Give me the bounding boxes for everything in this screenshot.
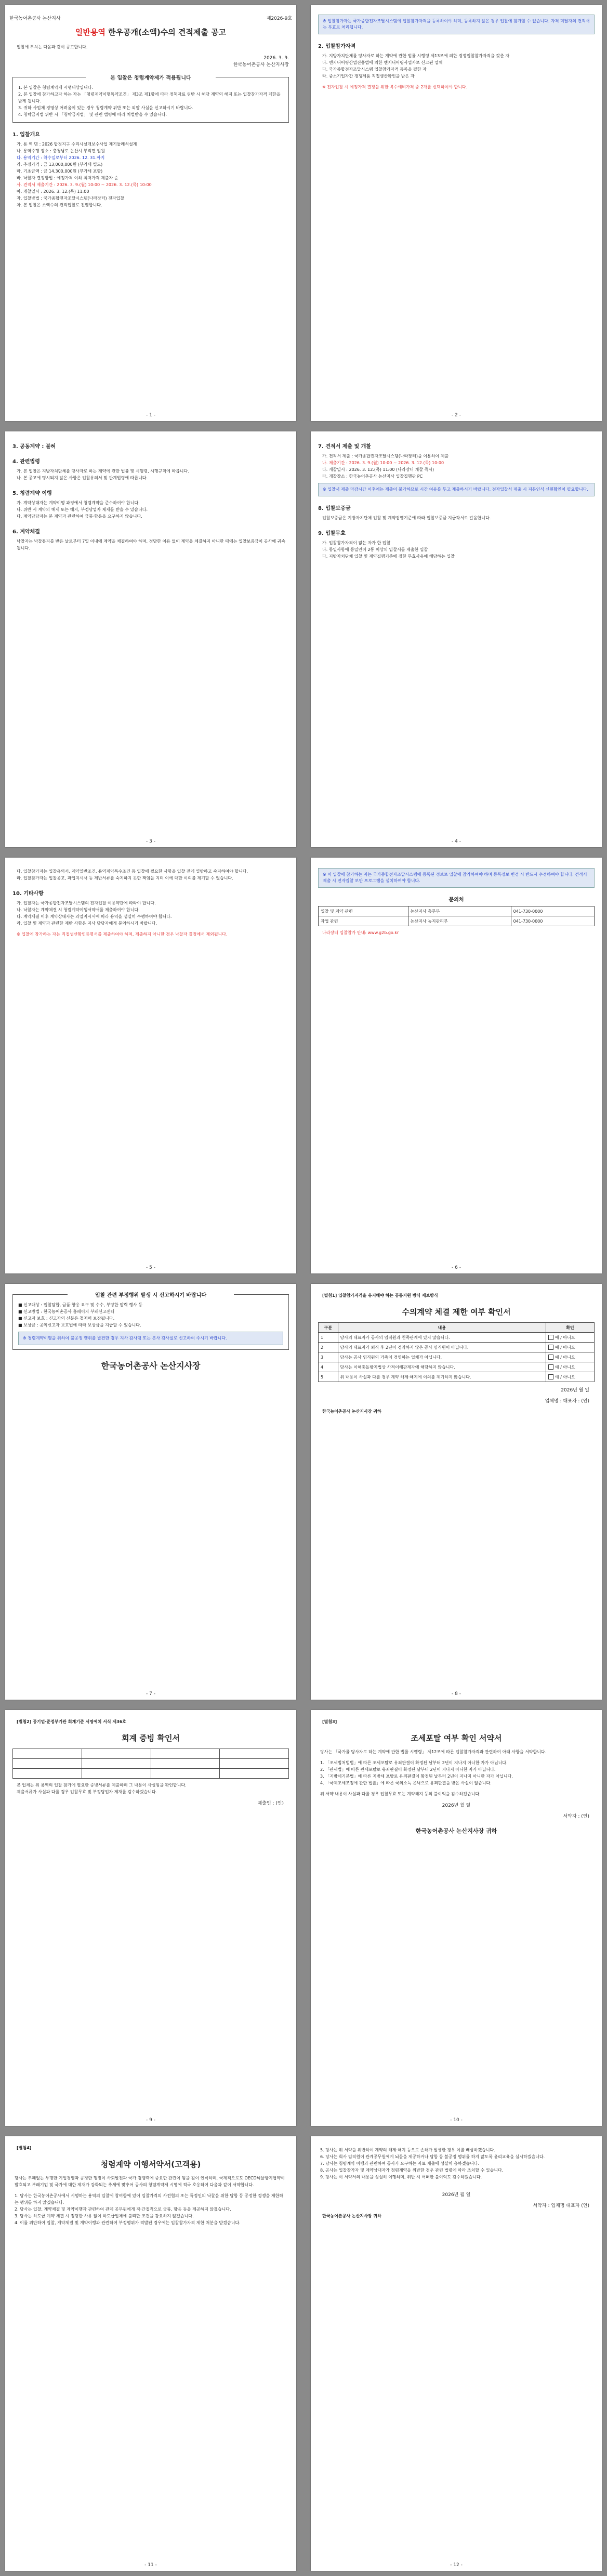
table-header-row bbox=[319, 1323, 595, 1333]
p10-line: 3. 「지방세기본법」에 따른 지방세 포탈로 유죄판결이 확정된 날부터 2년이 지나지 아니한 자가 아닙니다. bbox=[320, 1774, 513, 1779]
doc-date: 2026. 3. 9. bbox=[263, 56, 289, 61]
table-cell: 당사의 대표자가 공사의 임직원과 친족관계에 있지 않습니다. bbox=[338, 1333, 546, 1343]
table-cell: 논산지사 농지관리부 bbox=[408, 916, 511, 926]
checkbox-cell[interactable] bbox=[546, 1352, 594, 1362]
checkbox-cell[interactable] bbox=[546, 1343, 594, 1352]
page-4 bbox=[311, 431, 602, 847]
p5-line: 다. 입찰참가자는 입찰유의서, 계약일반조건, 용역계약특수조건 등 입찰에 필요한 사항을 입찰 전에 열람하고 숙지하여야 합니다. bbox=[17, 869, 248, 874]
form-title: 청렴계약 이행서약서(고객용) bbox=[100, 2160, 201, 2169]
section-9-title: 9. 입찰무효 bbox=[318, 531, 346, 536]
p9-line: 제출서류가 사실과 다를 경우 입찰무효 및 부정당업자 제재를 감수하겠습니다. bbox=[17, 1790, 157, 1794]
table-header: 확인 bbox=[546, 1323, 594, 1333]
page-number: - 6 - bbox=[452, 1265, 461, 1270]
page-number: - 8 - bbox=[452, 1691, 461, 1697]
checkbox-label: 예 / 아니오 bbox=[555, 1355, 575, 1360]
sign-name: 서약자 : 업체명 대표자 (인) bbox=[533, 2203, 589, 2209]
table-row bbox=[319, 1372, 595, 1382]
p12-line: 6. 당사는 회사 임직원이 관계공무원에게 뇌물을 제공하거나 담합 등 불공정 행위를 하지 않도록 윤리교육을 실시하겠습니다. bbox=[320, 2154, 545, 2159]
g2b-link[interactable]: 나라장터 입찰참가 안내: www.g2b.go.kr bbox=[322, 930, 399, 935]
s9-line: 다. 지방자치단체 입찰 및 계약집행기준에 정한 무효사유에 해당하는 입찰 bbox=[322, 554, 455, 559]
checkbox[interactable] bbox=[548, 1335, 553, 1340]
table-row bbox=[13, 1769, 289, 1779]
page-9 bbox=[5, 1710, 296, 2126]
p11-line: 당사는 부패없는 투명한 기업경영과 공정한 행정이 사회발전과 국가 경쟁력에 중요한 관건이 됨을 깊이 인식하며, 국제적으로도 OECD뇌물방지협약이 발효되고 부패기업 및 국가에 대한 제재가 강화되는 추세에 맞추어 공사의 청렴계약제 시행에 적극 호응하여 다음과 같이 서약합니다. bbox=[15, 2176, 285, 2187]
table-cell: 5 bbox=[319, 1372, 338, 1382]
page-5 bbox=[5, 858, 296, 1273]
section-5-title: 5. 청렴계약 이행 bbox=[12, 491, 52, 496]
p10-line: 4. 「국제조세조정에 관한 법률」에 따른 국외소득 은닉으로 유죄판결을 받은 사실이 없습니다. bbox=[320, 1781, 492, 1785]
table-header: 구분 bbox=[319, 1323, 338, 1333]
p10-line: 2. 「관세법」에 따른 관세포탈로 유죄판결이 확정된 날부터 2년이 지나지 아니한 자가 아닙니다. bbox=[320, 1767, 496, 1772]
page-number: - 1 - bbox=[146, 413, 155, 418]
page-number: - 10 - bbox=[450, 2118, 463, 2123]
page-10 bbox=[311, 1710, 602, 2126]
table-cell: 위 내용이 사실과 다를 경우 계약 해제·해지에 이의를 제기하지 않습니다. bbox=[338, 1372, 546, 1382]
table-header: 내용 bbox=[338, 1323, 546, 1333]
notice-line: 4. 청탁금지법 위반 시 「청탁금지법」 및 관련 법령에 따라 처벌받을 수 있습니다. bbox=[18, 112, 167, 117]
s5-line: 나. 위반 시 계약의 해제 또는 해지, 부정당업자 제재를 받을 수 있습니다. bbox=[17, 507, 148, 512]
notice-line: 3. 귀하 사업체 경영상 어려움이 있는 경우 청렴계약 위반 또는 외압 사실을 신고하시기 바랍니다. bbox=[18, 106, 193, 110]
report-box-title: 입찰 관련 부정행위 발생 시 신고하시기 바랍니다 bbox=[68, 1291, 234, 1298]
title-prefix: 일반용역 bbox=[75, 28, 105, 37]
s1-line: 다. 용역기간 : 착수일로부터 2026. 12. 31.까지 bbox=[17, 155, 105, 160]
addressee: 한국농어촌공사 논산지사장 귀하 bbox=[322, 2214, 381, 2218]
p5-warning: ※ 입찰에 참가하는 자는 직접생산확인증명서를 제출하여야 하며, 제출하지 아니한 경우 낙찰자 결정에서 제외됩니다. bbox=[17, 932, 228, 937]
table-cell: 입찰 및 계약 관련 bbox=[319, 906, 408, 916]
attachment-2-label: [별첨2] 공기업·준정부기관 회계기준 서명예치 서식 제36호 bbox=[17, 1719, 126, 1724]
table-row bbox=[13, 1759, 289, 1769]
s4-line: 가. 본 입찰은 지방자치단체를 당사자로 하는 계약에 관한 법률 및 시행령, 시행규칙에 따릅니다. bbox=[17, 469, 189, 474]
p10-line: 위 서약 내용이 사실과 다를 경우 입찰무효 또는 계약해지 등의 불이익을 감수하겠습니다. bbox=[320, 1792, 481, 1796]
page-12 bbox=[311, 2136, 602, 2571]
s2-line: 라. 중소기업자간 경쟁제품 직접생산확인을 받은 자 bbox=[322, 74, 415, 78]
p11-line: 3. 당사는 하도급 계약 체결 시 정당한 사유 없이 하도급업체에 불리한 조건을 강요하지 않겠습니다. bbox=[15, 2214, 194, 2218]
header-right: 제2026-9호 bbox=[266, 16, 292, 21]
checkbox-cell[interactable] bbox=[546, 1362, 594, 1372]
page-number: - 12 - bbox=[450, 2562, 463, 2568]
sign-date: 2026년 월 일 bbox=[442, 2192, 471, 2198]
page-number: - 5 - bbox=[146, 1265, 155, 1270]
section-7-title: 7. 견적서 제출 및 개찰 bbox=[318, 444, 371, 450]
p4-info-box: ※ 입찰서 제출 마감시간 이후에는 제출이 불가하므로 시간 여유를 두고 제출하시기 바랍니다. 전자입찰서 제출 시 지문인식 신원확인이 필요합니다. bbox=[318, 483, 595, 496]
page-number: - 4 - bbox=[452, 839, 461, 844]
sign-date: 2026년 월 일 bbox=[442, 1803, 471, 1808]
checkbox-cell[interactable] bbox=[546, 1333, 594, 1343]
table-cell: 041-730-0000 bbox=[511, 916, 594, 926]
table-cell: 041-730-0000 bbox=[511, 906, 594, 916]
s10-line: 라. 입찰 및 계약과 관련한 제반 사항은 지사 담당자에게 문의하시기 바랍니다. bbox=[17, 921, 157, 926]
form-title: 조세포탈 여부 확인 서약서 bbox=[411, 1733, 502, 1743]
table-cell: 1 bbox=[319, 1333, 338, 1343]
checkbox-cell[interactable] bbox=[546, 1372, 594, 1382]
s2-line: 다. 국가종합전자조달시스템 입찰참가자격 등록을 필한 자 bbox=[322, 67, 427, 72]
evidence-table bbox=[12, 1749, 289, 1779]
p10-line: 당사는 「국가를 당사자로 하는 계약에 관한 법률 시행령」 제12조에 따른 입찰참가자격과 관련하여 아래 사항을 서약합니다. bbox=[320, 1750, 547, 1754]
s8-line: 입찰보증금은 지방자치단체 입찰 및 계약집행기준에 따라 입찰보증금 지급각서로 갈음합니다. bbox=[322, 516, 491, 520]
page-number: - 7 - bbox=[146, 1691, 155, 1697]
checkbox-label: 예 / 아니오 bbox=[555, 1374, 575, 1379]
section-6-title: 6. 계약체결 bbox=[12, 529, 40, 535]
s5-line: 다. 계약담당자는 본 계약과 관련하여 금품·향응을 요구하지 않습니다. bbox=[17, 514, 142, 519]
page-1 bbox=[5, 5, 296, 421]
s1-line: 사. 견적서 제출기간 : 2026. 3. 9.(월) 10:00 ~ 2026. 3. 12.(목) 10:00 bbox=[17, 182, 152, 187]
p9-line: 본 업체는 위 용역의 입찰 참가에 필요한 증빙서류를 제출하며 그 내용이 사실임을 확인합니다. bbox=[17, 1783, 187, 1788]
p12-line: 7. 당사는 청렴계약 이행과 관련하여 공사가 요구하는 자료 제출에 성실히 응하겠습니다. bbox=[320, 2161, 480, 2166]
page-2 bbox=[311, 5, 602, 421]
sign-date: 2026년 월 일 bbox=[561, 1388, 589, 1393]
p11-line: 1. 당사는 한국농어촌공사에서 시행하는 용역의 입찰에 참여함에 있어 입찰가격의 사전협의 또는 특정인의 낙찰을 위한 담합 등 공정한 경쟁을 제한하는 행위를 하지 않겠습니다. bbox=[15, 2193, 284, 2205]
integrity-notice-box bbox=[12, 77, 289, 123]
s9-line: 가. 입찰참가자격이 없는 자가 한 입찰 bbox=[322, 541, 391, 545]
attachment-4-label: [별첨4] bbox=[17, 2146, 32, 2150]
table-row bbox=[319, 906, 595, 916]
doc-issuer: 한국농어촌공사 논산지사장 bbox=[233, 62, 289, 68]
report-line: ■ 신고방법 : 한국농어촌공사 홈페이지 부패신고센터 bbox=[18, 1309, 115, 1314]
s5-line: 가. 계약상대자는 계약이행 과정에서 청렴계약을 준수하여야 합니다. bbox=[17, 501, 140, 505]
table-row bbox=[319, 1352, 595, 1362]
page-3 bbox=[5, 431, 296, 847]
s1-line: 아. 개찰일시 : 2026. 3. 12.(목) 11:00 bbox=[17, 189, 89, 194]
s6-line: 낙찰자는 낙찰통지를 받은 날로부터 7일 이내에 계약을 체결하여야 하며, 정당한 이유 없이 계약을 체결하지 아니한 때에는 입찰보증금이 공사에 귀속됩니다. bbox=[17, 539, 286, 550]
contact-table bbox=[318, 906, 595, 926]
table-row bbox=[319, 1362, 595, 1372]
sign-name: 서약자 : (인) bbox=[563, 1814, 589, 1819]
p11-line: 2. 당사는 입찰, 계약체결 및 계약이행과 관련하여 관계 공무원에게 직·간접적으로 금품, 향응 등을 제공하지 않겠습니다. bbox=[15, 2207, 231, 2212]
report-line: ■ 보상금 : 공익신고자 보호법에 따라 보상금을 지급할 수 있습니다. bbox=[18, 1323, 141, 1328]
p12-line: 5. 당사는 위 서약을 위반하여 계약의 해제·해지 등으로 손해가 발생한 경우 이를 배상하겠습니다. bbox=[320, 2148, 495, 2152]
checkbox[interactable] bbox=[548, 1364, 553, 1370]
page-8 bbox=[311, 1284, 602, 1700]
checkbox[interactable] bbox=[548, 1355, 553, 1360]
p12-line: 8. 공사는 입찰참가자 및 계약상대자가 청렴계약을 위반한 경우 관련 법령에 따라 조치할 수 있습니다. bbox=[320, 2168, 504, 2173]
contact-table-title: 문의처 bbox=[448, 897, 464, 903]
s4-line: 나. 본 공고에 명시되지 않은 사항은 입찰유의서 및 관계법령에 따릅니다. bbox=[17, 476, 148, 480]
table-cell: 당사는 공사 임직원의 가족이 경영하는 업체가 아닙니다. bbox=[338, 1352, 546, 1362]
table-cell: 논산지사 총무부 bbox=[408, 906, 511, 916]
section-8-title: 8. 입찰보증금 bbox=[318, 506, 351, 511]
page-11 bbox=[5, 2136, 296, 2571]
section-3-title: 3. 공동계약 : 불허 bbox=[12, 444, 56, 450]
section-2-title: 2. 입찰참가자격 bbox=[318, 44, 356, 49]
report-line: ■ 신고대상 : 입찰담합, 금품·향응 요구 및 수수, 부당한 압력 행사 등 bbox=[18, 1303, 143, 1307]
s1-line: 차. 본 입찰은 소액수의 견적입찰로 진행합니다. bbox=[17, 203, 102, 207]
s1-line: 바. 낙찰자 결정방법 : 예정가격 이하 최저가격 제출자 순 bbox=[17, 176, 118, 180]
table-row bbox=[319, 1343, 595, 1352]
p10-line: 1. 「조세범처벌법」에 따른 조세포탈로 유죄판결이 확정된 날부터 2년이 지나지 아니한 자가 아닙니다. bbox=[320, 1760, 508, 1765]
p7-info-box: ※ 청렴계약이행을 위하여 불공정 행위를 발견한 경우 지사 감사팀 또는 본사 감사실로 신고하여 주시기 바랍니다. bbox=[18, 1332, 283, 1345]
confirmation-table bbox=[318, 1322, 595, 1382]
sign-name: 업체명 : 대표자 : (인) bbox=[545, 1399, 589, 1404]
section-4-title: 4. 관련법령 bbox=[12, 459, 40, 465]
s7-line: 가. 견적서 제출 : 국가종합전자조달시스템(나라장터)을 이용하여 제출 bbox=[322, 454, 449, 458]
s7-line: 다. 개찰일시 : 2026. 3. 12.(목) 11:00 (나라장터 개찰 즉시) bbox=[322, 467, 434, 472]
page-number: - 9 - bbox=[146, 2118, 155, 2123]
addressee: 한국농어촌공사 논산지사장 귀하 bbox=[415, 1828, 497, 1834]
page-number: - 3 - bbox=[146, 839, 155, 844]
p2-info-box: ※ 입찰참가자는 국가종합전자조달시스템에 입찰참가자격을 등록하여야 하며, 등록하지 않은 경우 입찰에 참가할 수 없습니다. 자격 미달자의 견적서는 무효로 처리됩니다. bbox=[318, 15, 595, 34]
checkbox-label: 예 / 아니오 bbox=[555, 1364, 575, 1370]
s2-line: 나. 엔지니어링산업진흥법에 의한 엔지니어링사업자로 신고된 업체 bbox=[322, 60, 443, 65]
form-title: 회계 증빙 확인서 bbox=[122, 1733, 180, 1743]
report-line: ■ 신고자 보호 : 신고자의 신분은 철저히 보장됩니다. bbox=[18, 1316, 115, 1321]
checkbox-label: 예 / 아니오 bbox=[555, 1335, 575, 1340]
addressee: 한국농어촌공사 논산지사장 귀하 bbox=[322, 1409, 381, 1414]
form-title: 수의계약 체결 제한 여부 확인서 bbox=[402, 1307, 511, 1317]
header-left: 한국농어촌공사 논산지사 bbox=[9, 16, 61, 21]
intro-text: 입찰에 부치는 다음과 같이 공고합니다. bbox=[17, 45, 88, 49]
table-cell: 3 bbox=[319, 1352, 338, 1362]
table-cell: 4 bbox=[319, 1362, 338, 1372]
checkbox[interactable] bbox=[548, 1374, 553, 1379]
s1-line: 나. 용역수행 장소 : 충청남도 논산시 부적면 일원 bbox=[17, 149, 105, 153]
page-7 bbox=[5, 1284, 296, 1700]
s1-line: 자. 입찰방법 : 국가종합전자조달시스템(나라장터) 전자입찰 bbox=[17, 196, 125, 201]
s2-line: 가. 지방자치단체를 당사자로 하는 계약에 관한 법률 시행령 제13조에 의한 경쟁입찰참가자격을 갖춘 자 bbox=[322, 54, 510, 58]
section-1-title: 1. 입찰개요 bbox=[12, 132, 40, 138]
page-7-footer: 한국농어촌공사 논산지사장 bbox=[101, 1361, 201, 1371]
checkbox-label: 예 / 아니오 bbox=[555, 1345, 575, 1350]
p5-line: 라. 입찰참가자는 입찰공고, 과업지시서 등 제반서류를 숙지하지 못한 책임을 지며 이에 대한 이의를 제기할 수 없습니다. bbox=[17, 876, 233, 880]
notice-line: 1. 본 입찰은 청렴계약제 시행대상입니다. bbox=[18, 85, 93, 90]
s9-line: 나. 동일사항에 동일인이 2통 이상의 입찰서를 제출한 입찰 bbox=[322, 547, 428, 552]
table-row bbox=[319, 1333, 595, 1343]
s1-line: 라. 추정가격 : 금 13,000,000원 (부가세 별도) bbox=[17, 162, 103, 167]
s7-line: 라. 개찰장소 : 한국농어촌공사 논산지사 입찰집행관 PC bbox=[322, 474, 423, 479]
table-row bbox=[319, 916, 595, 926]
page-6 bbox=[311, 858, 602, 1273]
page-number: - 11 - bbox=[144, 2562, 157, 2568]
s10-line: 가. 입찰자는 국가종합전자조달시스템의 전자입찰 이용약관에 따라야 합니다. bbox=[17, 901, 156, 905]
notice-line: 2. 본 입찰에 참가하고자 하는 자는 「청렴계약이행특약조건」 제3조 제1항에 따라 정책자료 위반 시 해당 계약의 해지 또는 입찰참가자격 제한을 받게 됩니다. bbox=[18, 92, 281, 103]
table-cell: 당사의 대표자가 퇴직 후 2년이 경과하지 않은 공사 임직원이 아닙니다. bbox=[338, 1343, 546, 1352]
p11-line: 4. 이를 위반하여 입찰, 계약체결 및 계약이행과 관련하여 부정행위가 적발된 경우에는 입찰참가자격 제한 처분을 받겠습니다. bbox=[15, 2220, 241, 2225]
table-cell: 2 bbox=[319, 1343, 338, 1352]
page-number: - 2 - bbox=[452, 413, 461, 418]
s10-line: 다. 계약체결 이후 계약상대자는 과업지시서에 따라 용역을 성실히 수행하여야 합니다. bbox=[17, 914, 172, 919]
p12-line: 9. 당사는 이 서약서의 내용을 성실히 이행하며, 위반 시 어떠한 불이익도 감수하겠습니다. bbox=[320, 2175, 482, 2179]
page-title bbox=[5, 27, 296, 37]
s1-line: 마. 기초금액 : 금 14,300,000원 (부가세 포함) bbox=[17, 169, 103, 174]
table-cell: 과업 관련 bbox=[319, 916, 408, 926]
integrity-notice-title: 본 입찰은 청렴계약제가 적용됩니다 bbox=[86, 73, 216, 81]
checkbox[interactable] bbox=[548, 1345, 553, 1350]
s1-line: 가. 용 역 명 : 2026 탑정지구 수리시설개보수사업 제기둘레석설계 bbox=[17, 142, 137, 147]
sign-name: 제출인 : (인) bbox=[257, 1801, 284, 1806]
table-cell: 당사는 이해충돌방지법상 사적이해관계자에 해당하지 않습니다. bbox=[338, 1362, 546, 1372]
report-box bbox=[12, 1294, 289, 1350]
attachment-1-label: [별첨1] 입찰참가자격을 유지해야 하는 공통지원 방식 제보방식 bbox=[322, 1293, 438, 1298]
p6-info-box: ※ 이 입찰에 참가하는 자는 국가종합전자조달시스템에 등록된 정보로 입찰에 참가하여야 하며 등록정보 변경 시 반드시 수정하여야 합니다. 견적서 제출 시 전자입찰 보안 프로그램을 설치하여야 합니다. bbox=[318, 868, 595, 888]
section-10-title: 10. 기타사항 bbox=[12, 891, 44, 897]
s7-line: 나. 제출기간 : 2026. 3. 9.(월) 10:00 ~ 2026. 3. 12.(목) 10:00 bbox=[322, 461, 444, 465]
s10-line: 나. 낙찰자는 계약체결 시 청렴계약이행서약서를 제출하여야 합니다. bbox=[17, 908, 140, 912]
p2-warning: ※ 전자입찰 시 예정가격 결정을 위한 복수예비가격 중 2개를 선택하여야 합니다. bbox=[322, 85, 468, 89]
table-row bbox=[13, 1749, 289, 1759]
title-main: 한우공개(소액)수의 견적제출 공고 bbox=[108, 28, 227, 37]
attachment-3-label: [별첨3] bbox=[322, 1719, 337, 1724]
